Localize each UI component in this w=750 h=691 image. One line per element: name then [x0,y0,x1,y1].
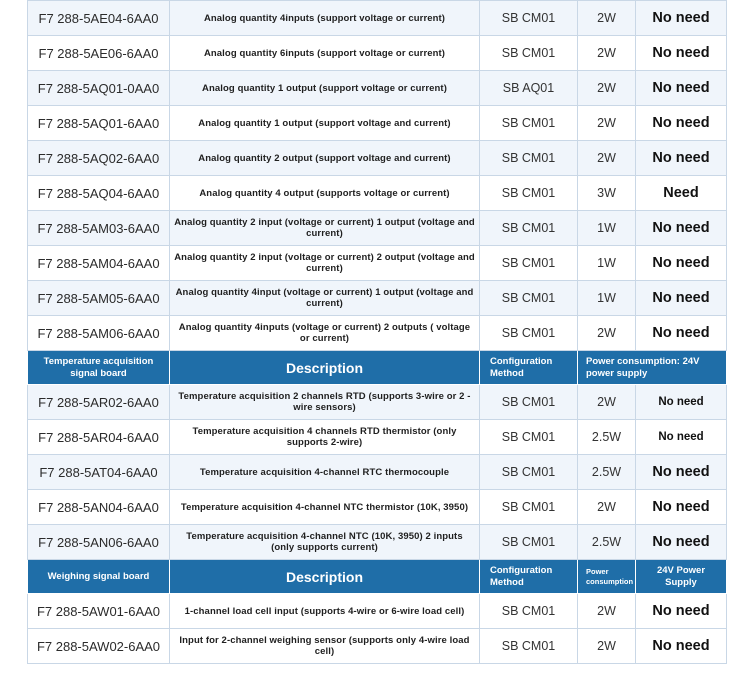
config-cell: SB CM01 [480,525,578,560]
header-config-method: Configuration Method [480,351,578,385]
config-cell: SB CM01 [480,36,578,71]
external-supply-cell: No need [636,211,727,246]
power-cell: 1W [578,211,636,246]
section-header-weighing [28,560,727,594]
model-cell: F7 288-5AT04-6AA0 [28,455,170,490]
config-cell: SB CM01 [480,281,578,316]
header-description: Description [170,351,480,385]
config-cell: SB CM01 [480,316,578,351]
power-cell: 1W [578,246,636,281]
power-cell: 3W [578,176,636,211]
description-cell: Analog quantity 1 output (support voltage or current) [170,71,480,106]
config-cell: SB CM01 [480,385,578,420]
description-cell: Analog quantity 1 output (support voltage and current) [170,106,480,141]
table-row [28,281,727,316]
external-supply-cell: No need [636,385,727,420]
model-cell: F7 288-5AW02-6AA0 [28,629,170,664]
description-cell: Analog quantity 4inputs (voltage or current) 2 outputs ( voltage or current) [170,316,480,351]
description-cell: 1-channel load cell input (supports 4-wire or 6-wire load cell) [170,594,480,629]
model-cell: F7 288-5AE04-6AA0 [28,1,170,36]
description-cell: Analog quantity 2 output (support voltage and current) [170,141,480,176]
external-supply-cell: No need [636,455,727,490]
description-cell: Input for 2-channel weighing sensor (supports only 4-wire load cell) [170,629,480,664]
external-supply-cell: No need [636,281,727,316]
config-cell: SB CM01 [480,106,578,141]
power-cell: 2W [578,106,636,141]
table-row [28,490,727,525]
power-cell: 1W [578,281,636,316]
external-supply-cell: No need [636,420,727,455]
model-cell: F7 288-5AM05-6AA0 [28,281,170,316]
description-cell: Temperature acquisition 4-channel RTC thermocouple [170,455,480,490]
external-supply-cell: No need [636,1,727,36]
model-cell: F7 288-5AQ04-6AA0 [28,176,170,211]
description-cell: Temperature acquisition 4-channel NTC (10K, 3950) 2 inputs (only supports current) [170,525,480,560]
table-row [28,71,727,106]
external-supply-cell: No need [636,490,727,525]
table-row [28,211,727,246]
table-row [28,176,727,211]
power-cell: 2W [578,316,636,351]
description-cell: Analog quantity 2 input (voltage or current) 2 output (voltage and current) [170,246,480,281]
config-cell: SB AQ01 [480,71,578,106]
model-cell: F7 288-5AW01-6AA0 [28,594,170,629]
power-cell: 2W [578,141,636,176]
power-cell: 2.5W [578,455,636,490]
description-cell: Analog quantity 4 output (supports voltage or current) [170,176,480,211]
model-cell: F7 288-5AM06-6AA0 [28,316,170,351]
header-power-consumption: Power consumption [578,560,636,594]
power-cell: 2W [578,1,636,36]
external-supply-cell: No need [636,71,727,106]
table-row [28,385,727,420]
header-power-consumption: Power consumption: 24V power supply [578,351,727,385]
header-board-type: Weighing signal board [28,560,170,594]
description-cell: Analog quantity 4inputs (support voltage or current) [170,1,480,36]
config-cell: SB CM01 [480,455,578,490]
external-supply-cell: No need [636,594,727,629]
power-cell: 2.5W [578,420,636,455]
header-config-method: Configuration Method [480,560,578,594]
power-cell: 2W [578,629,636,664]
description-cell: Analog quantity 2 input (voltage or current) 1 output (voltage and current) [170,211,480,246]
table-row [28,141,727,176]
table-row [28,316,727,351]
external-supply-cell: Need [636,176,727,211]
model-cell: F7 288-5AM03-6AA0 [28,211,170,246]
table-row [28,36,727,71]
power-cell: 2W [578,385,636,420]
config-cell: SB CM01 [480,594,578,629]
model-cell: F7 288-5AM04-6AA0 [28,246,170,281]
external-supply-cell: No need [636,36,727,71]
config-cell: SB CM01 [480,246,578,281]
model-cell: F7 288-5AN04-6AA0 [28,490,170,525]
table-row [28,629,727,664]
header-24v-supply: 24V Power Supply [636,560,727,594]
external-supply-cell: No need [636,246,727,281]
table-row [28,420,727,455]
power-cell: 2W [578,71,636,106]
external-supply-cell: No need [636,106,727,141]
description-cell: Temperature acquisition 2 channels RTD (supports 3-wire or 2 -wire sensors) [170,385,480,420]
external-supply-cell: No need [636,629,727,664]
header-description: Description [170,560,480,594]
power-cell: 2.5W [578,525,636,560]
config-cell: SB CM01 [480,490,578,525]
table-row [28,246,727,281]
model-cell: F7 288-5AQ01-6AA0 [28,106,170,141]
description-cell: Temperature acquisition 4-channel NTC thermistor (10K, 3950) [170,490,480,525]
model-cell: F7 288-5AQ02-6AA0 [28,141,170,176]
description-cell: Analog quantity 4input (voltage or current) 1 output (voltage and current) [170,281,480,316]
table-row [28,1,727,36]
section-header-temperature [28,351,727,385]
config-cell: SB CM01 [480,420,578,455]
table-row [28,525,727,560]
description-cell: Analog quantity 6inputs (support voltage or current) [170,36,480,71]
model-cell: F7 288-5AQ01-0AA0 [28,71,170,106]
config-cell: SB CM01 [480,629,578,664]
model-cell: F7 288-5AN06-6AA0 [28,525,170,560]
power-cell: 2W [578,490,636,525]
config-cell: SB CM01 [480,211,578,246]
table-row [28,455,727,490]
signal-board-spec-table [27,0,727,664]
config-cell: SB CM01 [480,1,578,36]
table-row [28,594,727,629]
config-cell: SB CM01 [480,141,578,176]
model-cell: F7 288-5AE06-6AA0 [28,36,170,71]
description-cell: Temperature acquisition 4 channels RTD thermistor (only supports 2-wire) [170,420,480,455]
table-row [28,106,727,141]
external-supply-cell: No need [636,141,727,176]
external-supply-cell: No need [636,525,727,560]
power-cell: 2W [578,594,636,629]
external-supply-cell: No need [636,316,727,351]
model-cell: F7 288-5AR04-6AA0 [28,420,170,455]
model-cell: F7 288-5AR02-6AA0 [28,385,170,420]
header-board-type: Temperature acquisition signal board [28,351,170,385]
power-cell: 2W [578,36,636,71]
config-cell: SB CM01 [480,176,578,211]
